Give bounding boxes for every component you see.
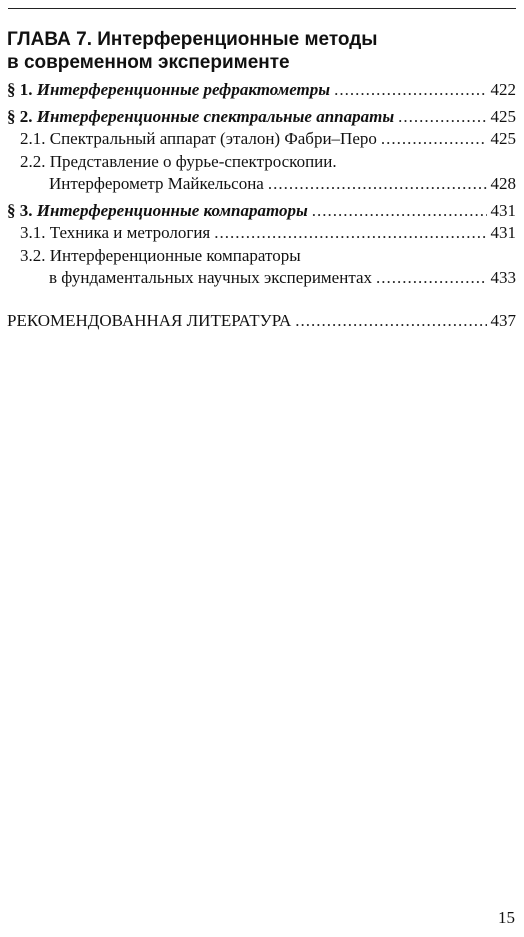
toc-entry-subsection-3-2[interactable] [0,266,524,290]
literature-label: РЕКОМЕНДОВАННАЯ ЛИТЕРАТУРА [7,311,292,330]
chapter-title-line-2: в современном эксперименте [7,52,290,73]
toc-page-number: 425 [490,107,516,126]
dot-leader [334,78,486,102]
toc-page-number: 433 [490,268,516,287]
toc-entry-label: 2.1. Спектральный аппарат (эталон) Фабри–Перо [20,129,377,148]
toc-page-number: 428 [490,174,516,193]
dot-leader [268,172,487,196]
chapter-title-line-1: ГЛАВА 7. Интерференционные методы [7,29,378,50]
toc-entry-section-1[interactable] [0,78,524,102]
dot-leader [214,221,486,245]
toc-entry-subsection-2-2[interactable] [0,172,524,196]
toc-page-number: 431 [490,201,516,220]
toc-entry-label: в фундаментальных научных экспериментах [49,268,372,287]
toc-entry-subsection-2-2-line-1[interactable]: 2.2. Представление о фурье-спектроскопии. [20,152,337,171]
toc-entry-label: § 2. Интерференционные спектральные аппараты [7,107,395,126]
dot-leader [312,199,487,223]
toc-page-number: 425 [490,129,516,148]
toc-entry-literature[interactable] [7,309,516,333]
toc-page-number: 431 [490,223,516,242]
toc-entry-section-3[interactable] [0,199,524,223]
chapter-title [7,28,507,74]
toc-entry-subsection-3-2-line-1[interactable]: 3.2. Интерференционные компараторы [20,246,301,265]
dot-leader [295,309,486,333]
toc-entry-section-2[interactable] [0,105,524,129]
dot-leader [376,266,487,290]
toc-entry-subsection-3-1[interactable] [0,221,524,245]
top-rule [8,8,516,9]
toc-entry-label: 3.1. Техника и метрология [20,223,211,242]
toc-page-number: 422 [490,80,516,99]
toc-entry-label: § 3. Интерференционные компараторы [7,201,308,220]
toc-entry-subsection-2-1[interactable] [0,127,524,151]
dot-leader [381,127,487,151]
toc-entry-label: Интерферометр Майкельсона [49,174,264,193]
toc-entry-label: § 1. Интерференционные рефрактометры [7,80,331,99]
dot-leader [398,105,486,129]
toc-page-number: 437 [490,311,516,330]
page-number: 15 [498,908,515,927]
